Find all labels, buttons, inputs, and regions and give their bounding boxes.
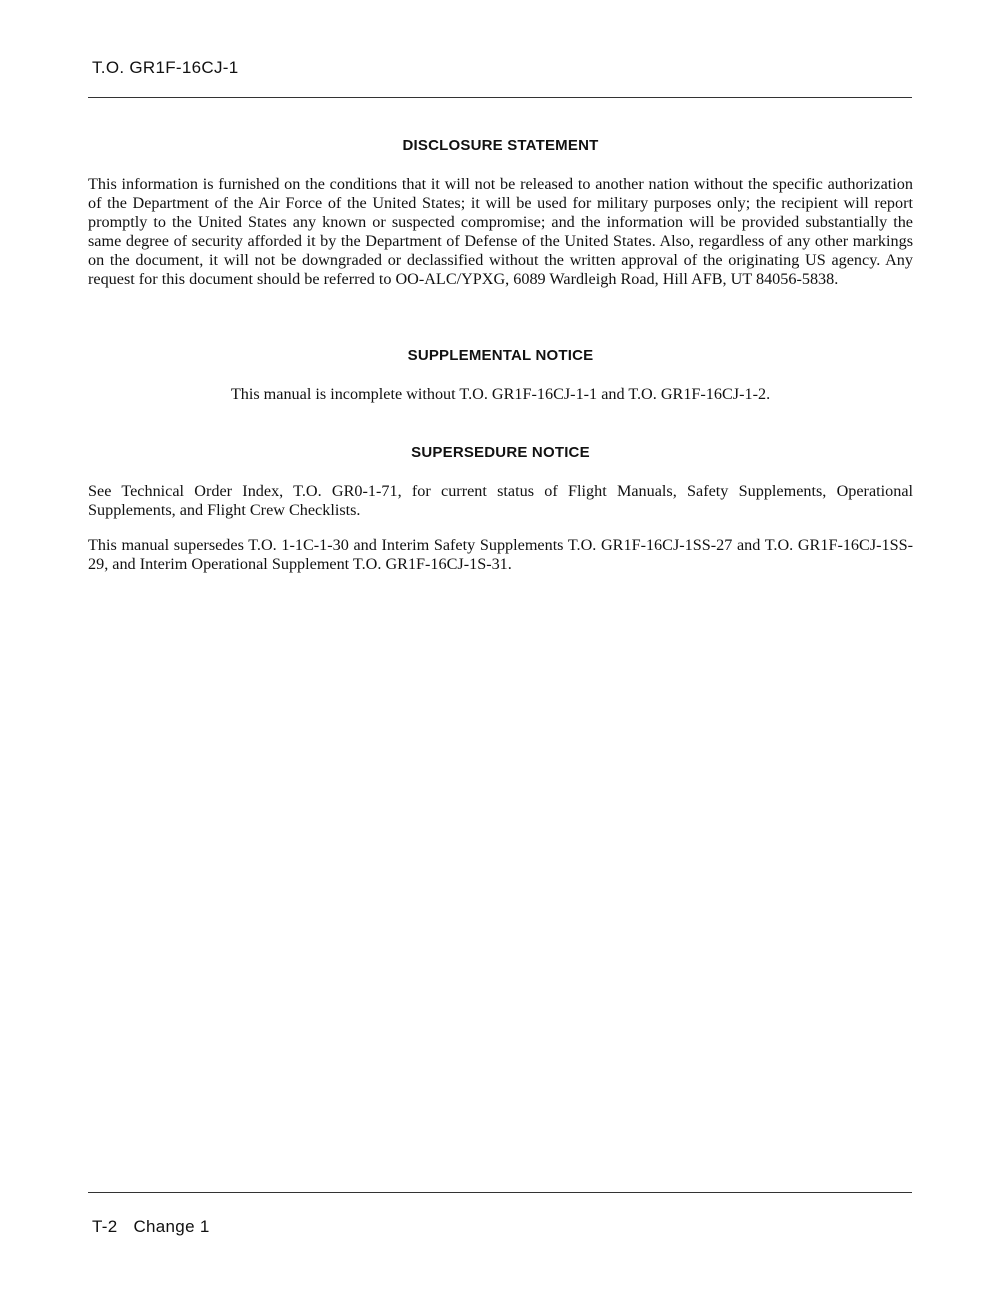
page-footer <box>92 1217 210 1237</box>
page-number: T-2 <box>92 1217 118 1236</box>
supplemental-heading: SUPPLEMENTAL NOTICE <box>407 347 594 364</box>
disclosure-heading: DISCLOSURE STATEMENT <box>402 137 599 154</box>
supersedure-heading: SUPERSEDURE NOTICE <box>411 444 590 461</box>
supersedure-text-2: This manual supersedes T.O. 1-1C-1-30 and Interim Safety Supplements T.O. GR1F-16CJ-1SS-27 and T.O. GR1F-16CJ-1SS-29, and Interim Operational Supplement T.O. GR1F-16CJ-1S-31. <box>88 536 913 573</box>
document-id-header: T.O. GR1F-16CJ-1 <box>92 58 239 77</box>
supersedure-text-1: See Technical Order Index, T.O. GR0-1-71, for current status of Flight Manuals, Safety Supplements, Operational Supplements, and Flight Crew Checklists. <box>88 482 913 519</box>
header-divider <box>88 97 912 98</box>
change-label: Change 1 <box>133 1217 210 1236</box>
footer-divider <box>88 1192 912 1193</box>
disclosure-text: This information is furnished on the conditions that it will not be released to another nation without the specific authorization of the Department of the Air Force of the United States; it will be used for military purposes only; the recipient will report promptly to the United States any known or suspected compromise; and the information will be provided substantially the same degree of security afforded it by the Department of Defense of the United States. Also, regardless of any other markings on the document, it will not be downgraded or declassified without the written approval of the originating US agency. Any request for this document should be referred to OO-ALC/YPXG, 6089 Wardleigh Road, Hill AFB, UT 84056-5838. <box>88 175 913 288</box>
supplemental-text: This manual is incomplete without T.O. GR1F-16CJ-1-1 and T.O. GR1F-16CJ-1-2. <box>230 385 771 403</box>
